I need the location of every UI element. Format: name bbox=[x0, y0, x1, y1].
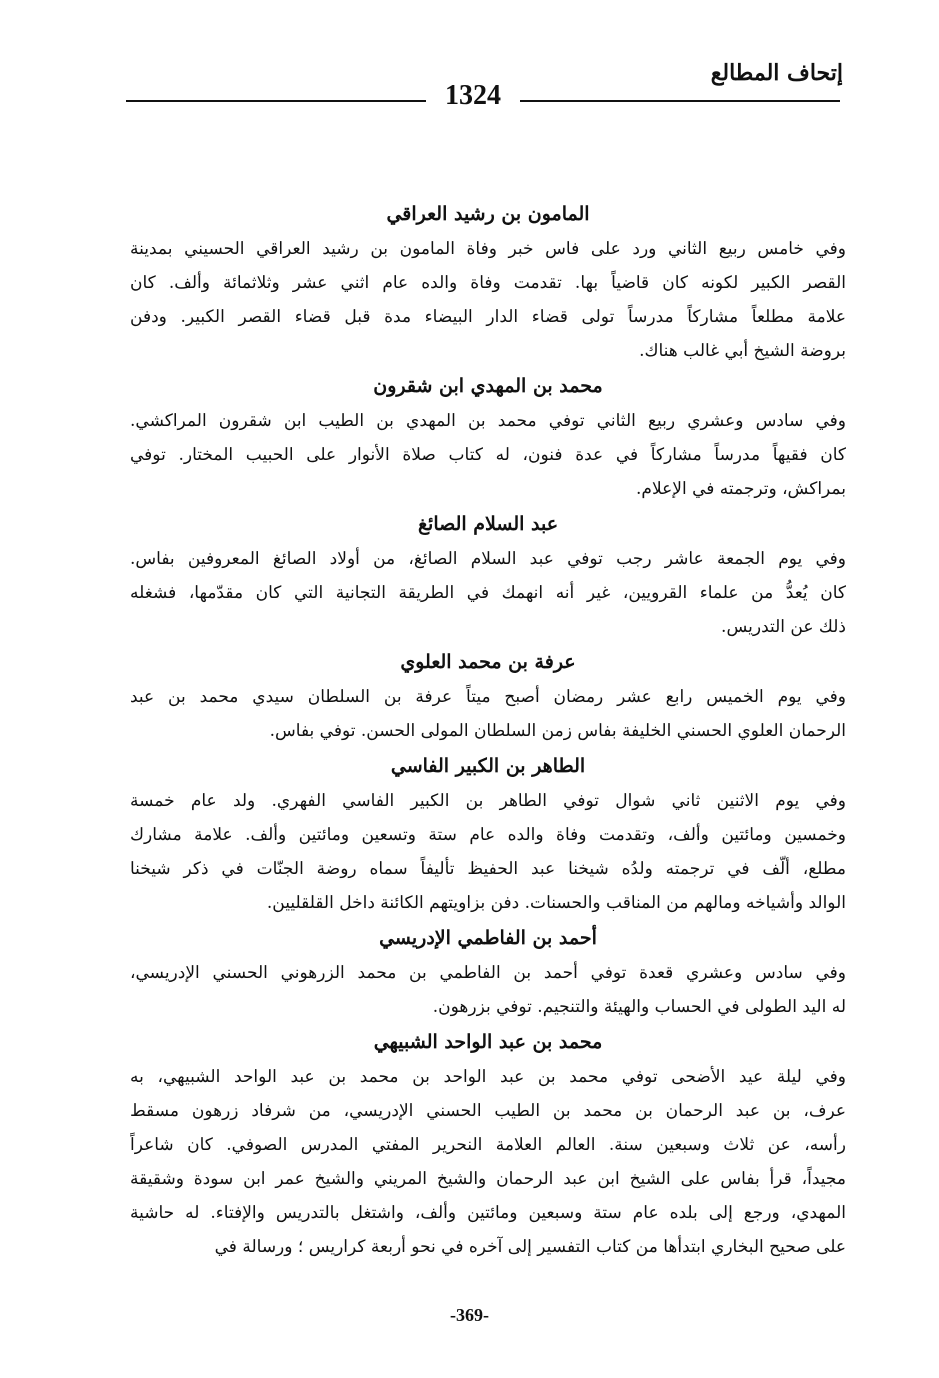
entry-title: عرفة بن محمد العلوي bbox=[400, 651, 576, 673]
text-line: وفي سادس وعشري ربيع الثاني توفي محمد بن المهدي بن الطيب ابن شقرون المراكشي. bbox=[130, 411, 846, 431]
text-line: بمراكش، وترجمته في الإعلام. bbox=[636, 479, 846, 499]
text-line: وفي يوم الخميس رابع عشر رمضان أصبح ميتاً عرفة بن السلطان سيدي محمد بن عبد bbox=[130, 687, 846, 707]
entry-title: أحمد بن الفاطمي الإدريسي bbox=[379, 927, 597, 949]
obituary-entry bbox=[130, 1024, 846, 1264]
entry-title: المامون بن رشيد العراقي bbox=[386, 203, 590, 225]
text-line: الرحمان العلوي الحسني الخليفة بفاس زمن السلطان المولى الحسن. توفي بفاس. bbox=[269, 721, 846, 741]
text-line: المهدي، ورجع إلى بلده عام ستة وسبعين ومائتين وألف، واشتغل بالتدريس والإفتاء. له حاشية bbox=[130, 1203, 846, 1223]
text-line: وفي سادس وعشري قعدة توفي أحمد بن الفاطمي بن محمد الزرهوني الحسني الإدريسي، bbox=[130, 963, 846, 983]
obituary-entry bbox=[130, 748, 846, 920]
entry-title: الطاهر بن الكبير الفاسي bbox=[390, 755, 586, 777]
text-line: مطلع، ألّف في ترجمته ولدُه شيخنا عبد الحفيظ تأليفاً سماه روضة الجنّات في ذكر شيخنا bbox=[130, 859, 846, 879]
header-rule-right bbox=[520, 100, 840, 102]
entry-title: عبد السلام الصائغ bbox=[417, 513, 559, 535]
text-line: وخمسين ومائتين وألف، وتقدمت وفاة والده عام ستة وتسعين ومائتين وألف. علامة مشارك bbox=[130, 825, 846, 845]
text-line: وفي يوم الجمعة عاشر رجب توفي عبد السلام الصائغ، من أولاد الصائغ المعروفين بفاس. bbox=[130, 549, 846, 569]
obituary-entry bbox=[130, 506, 846, 644]
obituary-entry bbox=[130, 368, 846, 506]
obituary-entry bbox=[130, 196, 846, 368]
text-line: وفي ليلة عيد الأضحى توفي محمد بن عبد الواحد بن محمد بن عبد الواحد الشبيهي، به bbox=[130, 1067, 846, 1087]
page-number: -369- bbox=[450, 1305, 489, 1325]
text-line: علامة مطلعاً مشاركاً مدرساً تولى قضاء الدار البيضاء مدة قبل قضاء القصر الكبير. ودفن bbox=[130, 307, 846, 327]
text-line: القصر الكبير لكونه كان قاضياً بها. تقدمت وفاة والده عام اثني عشر وثلاثمائة وألف. كان bbox=[130, 273, 846, 293]
text-line: كان فقيهاً مدرساً مشاركاً في عدة فنون، له كتاب صلاة الأنوار على الحبيب المختار. توفي bbox=[130, 445, 846, 465]
text-line: مجيداً، قرأ بفاس على الشيخ ابن عبد الرحمان والشيخ المريني والشيخ عمر ابن سودة وشقيقة bbox=[130, 1169, 846, 1189]
header-year: 1324 bbox=[445, 80, 501, 111]
text-line: له اليد الطولى في الحساب والهيئة والتنجيم. توفي بزرهون. bbox=[432, 997, 846, 1017]
text-line: عرف، بن عبد الرحمان بن محمد بن الطيب الحسني الإدريسي، من شرفاد زرهون مسقط bbox=[130, 1101, 846, 1121]
text-line: وفي خامس ربيع الثاني ورد على فاس خبر وفاة المامون بن رشيد العراقي الحسيني بمدينة bbox=[130, 239, 846, 259]
entry-title: محمد بن عبد الواحد الشبيهي bbox=[373, 1031, 603, 1053]
text-line: ذلك عن التدريس. bbox=[721, 617, 846, 637]
header-rule-left bbox=[126, 100, 426, 102]
page-body bbox=[130, 196, 846, 1264]
text-line: كان يُعدُّ من علماء القرويين، غير أنه انهمك في الطريقة التجانية التي كان مقدّمها، فشغله bbox=[130, 583, 846, 603]
text-line: الوالد وأشياخه ومالهم من المناقب والحسنات. دفن بزاويتهم الكائنة داخل القلقليين. bbox=[266, 893, 846, 913]
obituary-entry bbox=[130, 920, 846, 1024]
text-line: وفي يوم الاثنين ثاني شوال توفي الطاهر بن الكبير الفاسي الفهري. ولد عام خمسة bbox=[130, 791, 846, 811]
obituary-entry bbox=[130, 644, 846, 748]
text-line: على صحيح البخاري ابتدأها من كتاب التفسير إلى آخره في نحو أربعة كراريس ؛ ورسالة في bbox=[214, 1237, 846, 1257]
entry-title: محمد بن المهدي ابن شقرون bbox=[373, 375, 603, 397]
text-line: رأسه، عن ثلاث وسبعين سنة. العالم العلامة النحرير المفتي المدرس الصوفي. كان شاعراً bbox=[130, 1135, 846, 1155]
text-line: بروضة الشيخ أبي غالب هناك. bbox=[639, 341, 846, 361]
running-head-title: إتحاف المطالع bbox=[710, 60, 843, 86]
